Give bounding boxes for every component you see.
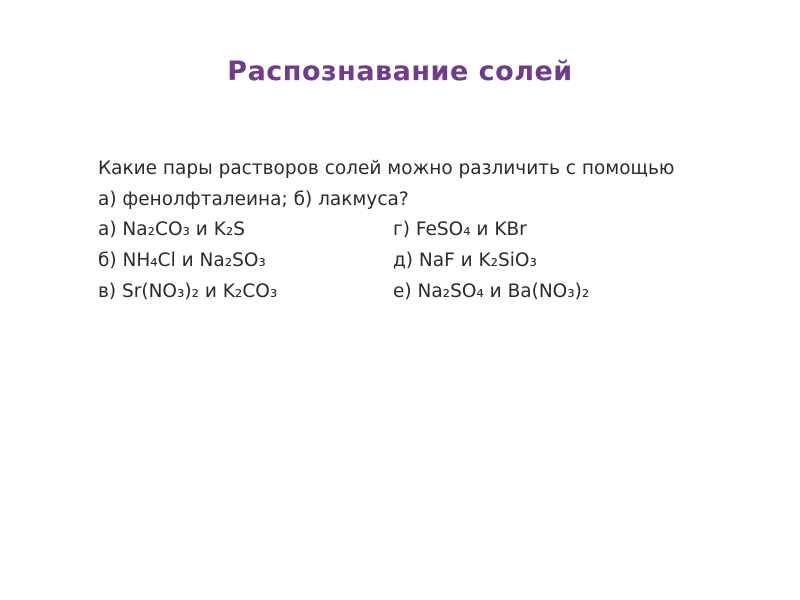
- pair-option-v: в) Sr(NO₃)₂ и K₂CO₃: [98, 281, 278, 302]
- pair-option-a: а) Na₂CO₃ и K₂S: [98, 219, 245, 240]
- slide-title: Распознавание солей: [227, 56, 573, 87]
- question-line-2: а) фенолфталеина; б) лакмуса?: [98, 189, 409, 210]
- question-line-1: Какие пары растворов солей можно различить с помощью: [98, 158, 675, 179]
- pair-option-b: б) NH₄Cl и Na₂SO₃: [98, 250, 266, 271]
- pair-option-g: г) FeSO₄ и KBr: [393, 219, 527, 240]
- pair-option-d: д) NaF и K₂SiO₃: [393, 250, 537, 271]
- pair-row: [98, 276, 718, 307]
- question-text: [98, 153, 718, 215]
- pair-option-e: е) Na₂SO₄ и Ba(NO₃)₂: [393, 281, 590, 302]
- pair-row: [98, 245, 718, 276]
- pair-row: [98, 214, 718, 245]
- salt-pairs-list: [98, 214, 718, 307]
